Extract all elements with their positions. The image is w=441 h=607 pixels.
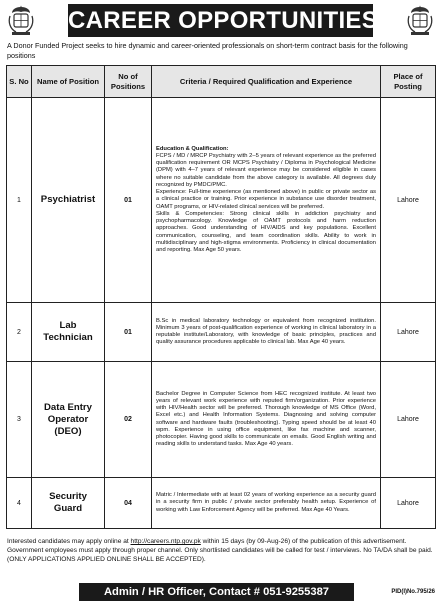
- criteria-paragraph: Skills & Competencies: Strong clinical skills in addiction psychiatry and psychopharmacology. Knowledge of OAMT protocols and harm reduction approaches. Good understanding of HIV/AIDS and key populations. Excellent communication, counseling, and team coordination skills. Ability to work in multidisciplinary and high-stigma environments. Proficiency in clinical documentation and reporting. Max Age 50 years.: [156, 210, 376, 254]
- row-number: 04: [105, 478, 152, 529]
- state-emblem-icon: [6, 4, 36, 38]
- row-sno: 1: [7, 98, 32, 303]
- ad-header: [4, 3, 437, 39]
- row-number: 01: [105, 98, 152, 303]
- column-header-number: No of Positions: [105, 66, 152, 98]
- row-position: Security Guard: [32, 478, 105, 529]
- row-criteria: [152, 478, 381, 529]
- table-row: [7, 478, 436, 529]
- row-place: Lahore: [381, 362, 436, 478]
- row-sno: 4: [7, 478, 32, 529]
- row-number: 01: [105, 303, 152, 362]
- row-criteria: [152, 362, 381, 478]
- state-emblem-icon: [405, 4, 435, 38]
- row-sno: 2: [7, 303, 32, 362]
- instructions-text: within 15 days (by 09-Aug-26) of the publication of this advertisement. Government employees must apply through proper channel. Only shortlisted candidates will be called for test / interviews. No TA/DA shall be paid. (ONLY APPLICATIONS APPLIED ONLINE SHALL BE ACCEPTED).: [7, 538, 433, 564]
- page-title: CAREER OPPORTUNITIES: [68, 4, 373, 37]
- row-position: Psychiatrist: [32, 98, 105, 303]
- row-criteria: [152, 303, 381, 362]
- row-place: Lahore: [381, 478, 436, 529]
- criteria-paragraph: Matric / Intermediate with at least 02 years of working experience as a security guard in a security firm in public / private sector preferably health setup. Experience of working with Law Enforcement Agency will be preferred. Max Age 40 Years.: [156, 492, 376, 513]
- column-header-criteria: Criteria / Required Qualification and Experience: [152, 66, 381, 98]
- contact-banner: Admin / HR Officer, Contact # 051-9255387: [79, 583, 354, 601]
- criteria-paragraph: FCPS / MD / MRCP Psychiatry with 2–5 years of relevant experience as the preferred qualification requirement OR MCPS Psychiatry / Diploma in Psychological Medicine (DPM) with 4–7 years of relevant experience may be considered eligible in cases where no suitable candidate from the above category is available. All degrees duly recognized by PMDC/PMC.: [156, 152, 376, 188]
- positions-table: [6, 65, 436, 529]
- row-sno: 3: [7, 362, 32, 478]
- column-header-place: Place of Posting: [381, 66, 436, 98]
- row-place: Lahore: [381, 303, 436, 362]
- row-place: Lahore: [381, 98, 436, 303]
- row-number: 02: [105, 362, 152, 478]
- intro-text: A Donor Funded Project seeks to hire dynamic and career-oriented professionals on short-term contract basis for the following positions: [7, 41, 408, 60]
- table-header-row: [7, 66, 436, 98]
- criteria-paragraph: Bachelor Degree in Computer Science from HEC recognized institute. At least two years of relevant work experience with reputed firm/organization. Prior experience with HIV/Health sector will be preferred. Thorough knowledge of MS Office (Word, Excel etc.) and Health Information Systems. Diagnosing and solving computer software and hardware faults (troubleshooting). Typing speed should be at least 40 wpm. Experience in using office equipment, like fax machine and scanner, photocopier. Having good skills to communicate on emails. Good English writing and reading skills to understand tasks. Max Age 40 years.: [156, 390, 376, 448]
- criteria-paragraph: Experience: Full-time experience (as mentioned above) in public or private sector as a clinical practice or training. Prior experience in substance use disorder treatment, OAMT programs, or HIV-related clinical services will be preferred.: [156, 189, 376, 210]
- table-row: [7, 303, 436, 362]
- row-criteria: [152, 98, 381, 303]
- row-position: Data Entry Operator (DEO): [32, 362, 105, 478]
- careers-link[interactable]: http://careers.ntp.gov.pk: [130, 538, 201, 545]
- pid-number: PID(I)No.795/26: [391, 589, 435, 595]
- row-position: Lab Technician: [32, 303, 105, 362]
- criteria-heading: Education & Qualification:: [156, 145, 229, 152]
- criteria-paragraph: B.Sc in medical laboratory technology or equivalent from recognized institution. Minimum 3 years of post-qualification experience of working in clinical laboratory in a reputable institute/Laboratory, with knowledge of basic principles, practices and quality assurance procedures applicable to clinical lab. Max Age 40 years.: [156, 317, 376, 346]
- column-header-sno: S. No: [7, 66, 32, 98]
- instructions-text: Interested candidates may apply online at: [7, 538, 131, 545]
- application-instructions: [7, 537, 435, 565]
- table-row: [7, 362, 436, 478]
- table-row: [7, 98, 436, 303]
- column-header-position: Name of Position: [32, 66, 105, 98]
